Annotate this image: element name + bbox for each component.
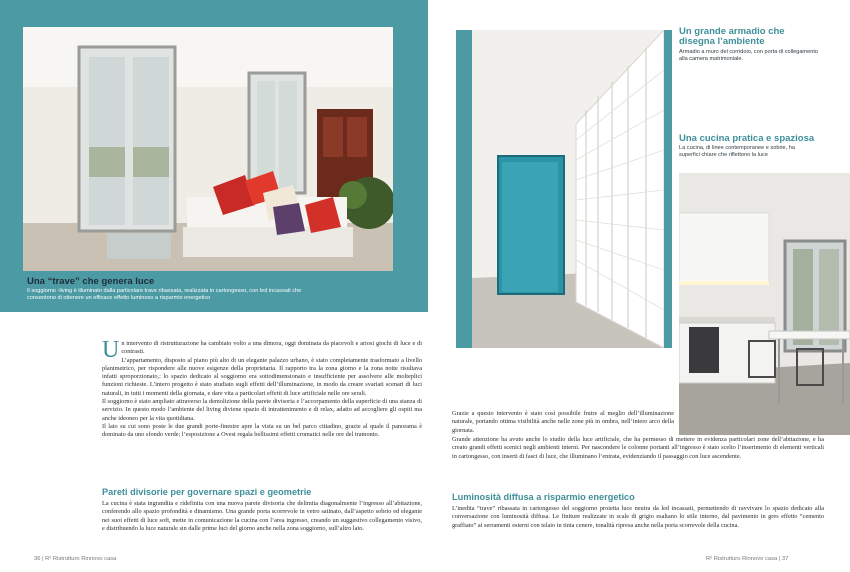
right-paragraph-2: Grande attenzione ha avuto anche lo studio della luce artificiale, che ha permesso di mettere in evidenza particolari zone dell’abitazione, e ha creato grandi effetti scenici negli ambienti interni. Per nascondere le colonne portanti all’ingresso è stato scelto l’inserimento di elementi verticali in cartongesso, con inserti di fasci di luce, che illuminano l’entrata, evidenziando il passaggio con luce ascendente. <box>452 436 824 460</box>
living-room-caption-title: Una “trave” che genera luce <box>27 276 155 287</box>
left-footer: 36 | R² Ristrutturo Rinnovo casa <box>34 556 117 562</box>
corridor-photo <box>472 30 664 348</box>
left-intro-column <box>102 337 422 440</box>
right-column-full <box>452 436 824 461</box>
right-column-intro <box>452 410 674 435</box>
wardrobe-caption-text: Armadio a muro del corridoio, con porta di collegamento alla camera matrimoniale. <box>679 49 818 63</box>
intro-paragraph-3: Il soggiorno è stato ampliato attraverso la demolizione della parete divisoria e l’accorpamento della superficie di una stanza di servizio. In questo modo l’ambiente del living diviene spazio di intrattenimento e di relax, adatto ad accogliere gli ospiti ma anche ideoneo per la vita quotidiana. <box>102 398 422 422</box>
kitchen-caption-title: Una cucina pratica e spaziosa <box>679 133 815 144</box>
living-room-photo <box>23 27 393 271</box>
section-title-pareti: Pareti divisorie per governare spazi e geometrie <box>102 487 312 497</box>
section-text-luminosita: L’inedita “trave” ribassata in cartongesso del soggiorno proietta luce neutra da led incassati, permettendo di ravvivare lo spazio dedicato alla conversazione con luminosità diffusa. Le finiture realizzate in scale di grigio esaltano lo stile interno, dal pavimento in gres effetto “cemento graffiato” ai serramenti esterni con telaio in tinta cenere, tonalità ripresa anche nella porta scorrevole della cucina. <box>452 505 824 529</box>
intro-paragraph-1: n intervento di ristrutturazione ha cambiato volto a una dimora, oggi dominata da piacevoli e ariosi giochi di luce e di contrasti. <box>121 340 422 356</box>
dropcap-letter: U <box>102 337 120 363</box>
intro-paragraph-2: L’appartamento, disposto al piano più alto di un elegante palazzo urbano, è stato completamente trasformato a livello planimetrico, per rispondere alle nuove esigenze della proprietaria. Il rapporto tra la zona giorno e la zona notte risultava infatti sproporzionato,: lo spazio dedicato al soggiorno era sottodimensionato e insufficiente per assolvere alle molteplici funzioni richieste. L’intero progetto è stato studiato sugli effetti dell’illuminazione, in modo da creare svariati scenari di luci naturali, in tutti i momenti della giornata, e dare vita a particolari effetti di luce artificiale nelle ore serali. <box>102 356 422 397</box>
section-text-pareti: La cucina è stata ingrandita e ridefinita con una nuova parete divisoria che delimita diagonalmente l’ingresso all’abitazione, conferendo allo spazio profondità e dinamismo. Una grande porta scorrevole in vetro satinato, dall’aspetto sobrio ed elegante nei suoi effetti di luce soft, mette in comunicazione la cucina con l’area ingresso, creando un suggestivo collegamento visivo, e distribuendo la luce naturale sin dalle prime luci del giorno anche nella zona soggiorno, sull’altro lato. <box>102 500 422 532</box>
living-room-caption-text: Il soggiorno -living è illuminato dalla particolare trave ribassata, realizzata in cartongesso, con led incassati che consentono di ottenere un efficace effetto luminoso a risparmio energetico <box>27 288 302 302</box>
right-paragraph-1: Grazie a questo intervento è stato così possibile fruire al meglio dell’illuminazione naturale, portando ottima visibilità anche nelle zone più in ombra, nell’intero arco della giornata. <box>452 410 674 434</box>
kitchen-caption-text: La cucina, di linee contemporanee e sobrie, ha superfici chiare che riflettono la luce <box>679 145 795 159</box>
section-title-luminosita: Luminosità diffusa a risparmio energetico <box>452 492 635 502</box>
kitchen-photo <box>679 173 850 435</box>
intro-paragraph-4: Il lato su cui sono poste le due grandi porte-finestre apre la vista su un bel parco cittadino, grazie al quale il panorama è dominato da uno sfondo verde; l’esposizione a Ovest regala bellissimi effetti cromatici nelle ore del tramonto. <box>102 422 422 439</box>
right-footer: R² Ristrutturo Rinnovo casa | 37 <box>706 556 789 562</box>
wardrobe-caption-title: Un grande armadio che disegna l’ambiente <box>679 26 785 47</box>
